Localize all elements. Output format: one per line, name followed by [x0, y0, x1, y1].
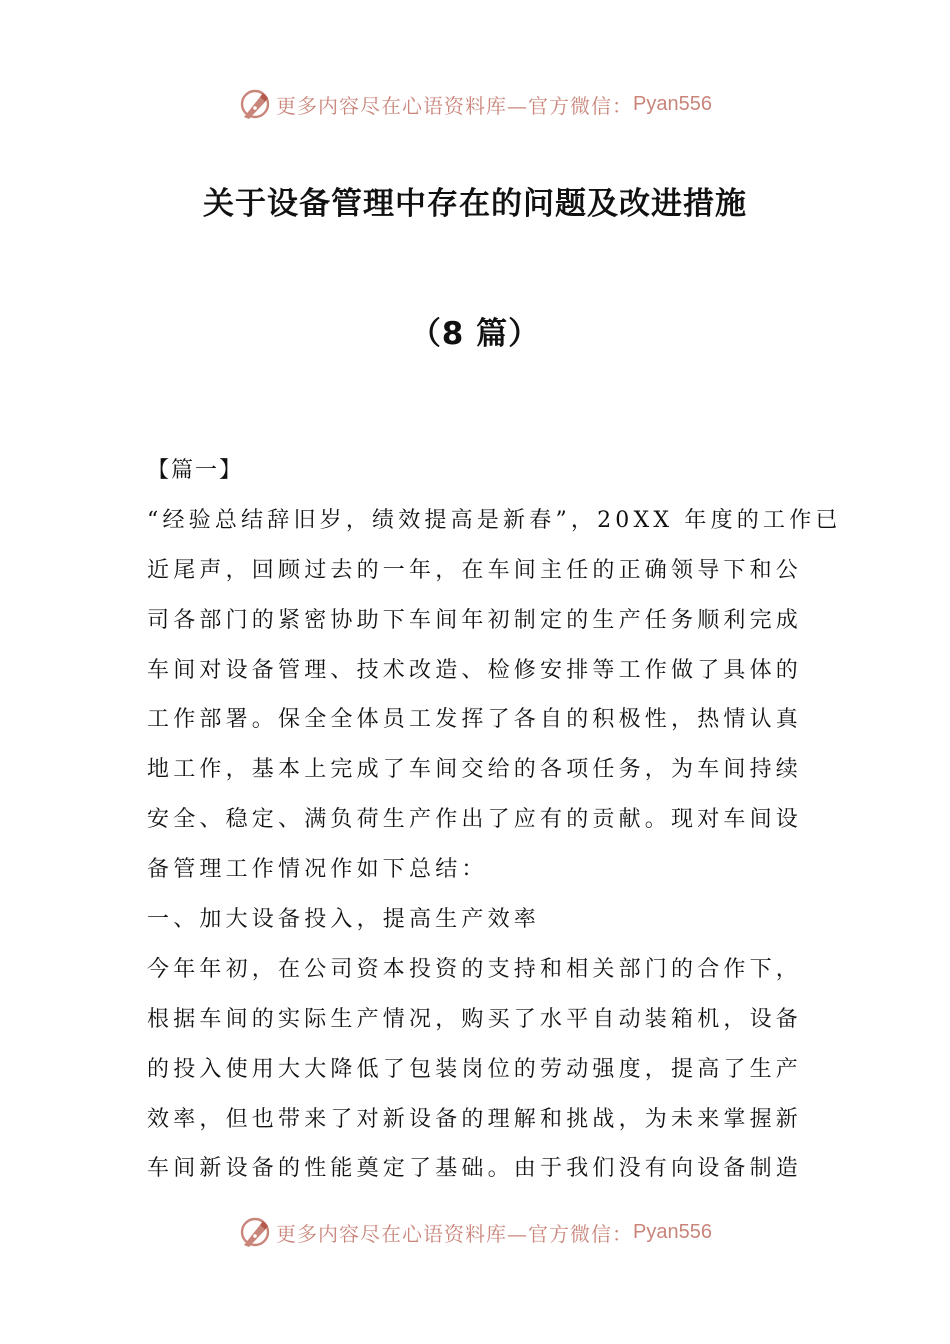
paragraph-line: 司各部门的紧密协助下车间年初制定的生产任务顺利完成 — [147, 607, 803, 633]
paragraph-line: “经验总结辞旧岁，绩效提高是新春”，20XX 年度的工作已 — [147, 507, 842, 533]
pen-nib-logo-icon — [238, 1215, 272, 1249]
paragraph-line: 备管理工作情况作如下总结： — [147, 857, 488, 883]
paragraph-line: 车间新设备的性能奠定了基础。由于我们没有向设备制造 — [147, 1156, 803, 1182]
paragraph-line: 根据车间的实际生产情况，购买了水平自动装箱机，设备 — [147, 1006, 803, 1032]
paragraph-line: 效率，但也带来了对新设备的理解和挑战，为未来掌握新 — [147, 1106, 803, 1132]
document-body — [147, 446, 842, 1194]
paragraph-line: 今年年初，在公司资本投资的支持和相关部门的合作下， — [147, 956, 803, 982]
pen-nib-logo-icon — [238, 87, 272, 121]
paragraph-line: 近尾声，回顾过去的一年，在车间主任的正确领导下和公 — [147, 557, 803, 583]
footer-banner — [0, 1212, 950, 1252]
document-subtitle: （8 篇） — [409, 316, 541, 352]
banner-wechat-id: Pyan556 — [633, 1220, 712, 1243]
paragraph-line: 车间对设备管理、技术改造、检修安排等工作做了具体的 — [147, 657, 803, 683]
section-heading: 【篇一】 — [147, 458, 244, 483]
paragraph-line: 工作部署。保全全体员工发挥了各自的积极性，热情认真 — [147, 707, 803, 733]
header-banner — [0, 84, 950, 124]
subsection-heading: 一、加大设备投入，提高生产效率 — [147, 907, 541, 933]
banner-wechat-id: Pyan556 — [633, 92, 712, 115]
banner-text: 更多内容尽在心语资料库—官方微信： — [276, 1221, 634, 1246]
document-title: 关于设备管理中存在的问题及改进措施 — [203, 186, 747, 222]
paragraph-line: 的投入使用大大降低了包装岗位的劳动强度，提高了生产 — [147, 1056, 803, 1082]
paragraph-line: 安全、稳定、满负荷生产作出了应有的贡献。现对车间设 — [147, 807, 803, 833]
paragraph-line: 地工作，基本上完成了车间交给的各项任务，为车间持续 — [147, 757, 803, 783]
banner-text: 更多内容尽在心语资料库—官方微信： — [276, 93, 634, 118]
